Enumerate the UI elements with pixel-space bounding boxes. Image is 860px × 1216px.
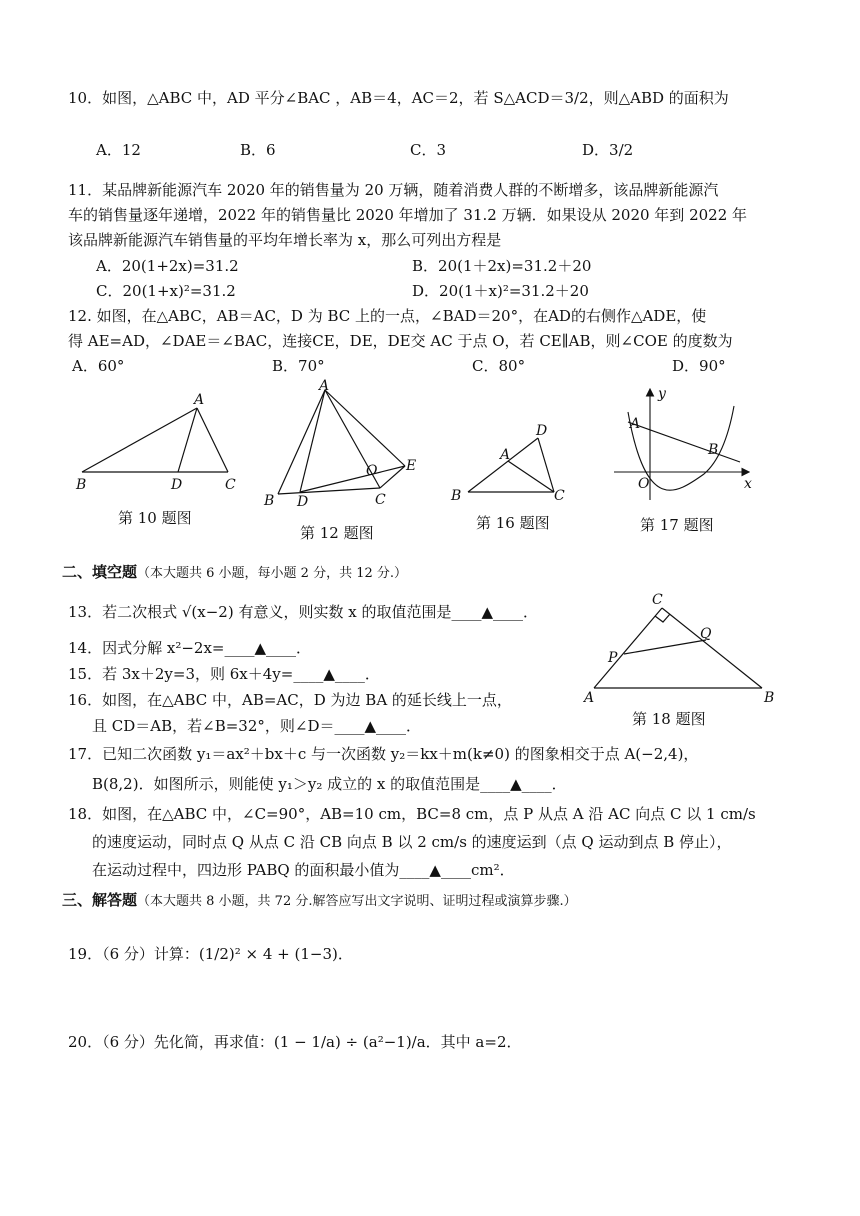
q11-option-d: D．20(1＋x)²=31.2＋20: [412, 282, 589, 300]
q16-line-2: 且 CD＝AB，若∠B=32°，则∠D＝____▲____．: [92, 717, 422, 735]
figure-18: [578, 592, 778, 702]
section3-note: （本大题共 8 小题，共 72 分.解答应写出文字说明、证明过程或演算步骤.）: [137, 894, 577, 909]
fig12-label-a: A: [319, 378, 330, 394]
q14-line: 14．因式分解 x²−2x=____▲____．: [68, 639, 312, 657]
fig17-label-o: O: [638, 476, 650, 492]
q18-line-2: 的速度运动，同时点 Q 从点 C 沿 CB 向点 B 以 2 cm/s 的速度运到（点 Q 运动到点 B 停止），: [92, 833, 732, 851]
fig16-label-a: A: [500, 447, 511, 463]
figure-16: [446, 418, 576, 508]
q16-line-1: 16．如图，在△ABC 中，AB=AC，D 为边 BA 的延长线上一点，: [68, 691, 512, 709]
q20-line: 20．（6 分）先化简，再求值：(1 − 1/a) ÷ (a²−1)/a．其中 a=2．: [68, 1033, 522, 1051]
fig12-label-b: B: [264, 493, 275, 508]
q18-line-3: 在运动过程中，四边形 PABQ 的面积最小值为____▲____cm²．: [92, 861, 515, 879]
section2-title: 二、填空题: [62, 563, 138, 581]
q19-line: 19．（6 分）计算：(1/2)² × 4 + (1−3)．: [68, 945, 353, 963]
figure-17: [610, 384, 760, 504]
fig17-label-a: A: [630, 416, 641, 432]
q10-option-d: D．3/2: [582, 141, 634, 159]
q11-option-c: C．20(1+x)²=31.2: [96, 282, 236, 300]
fig16-label-c: C: [554, 488, 565, 504]
figure-10: [70, 390, 250, 495]
fig18-label-c: C: [652, 592, 663, 608]
q12-line-2: 得 AE=AD，∠DAE＝∠BAC，连接CE，DE，DE交 AC 于点 O，若 CE∥AB，则∠COE 的度数为: [68, 332, 733, 350]
section3-title: 三、解答题: [62, 891, 138, 909]
q15-line: 15．若 3x＋2y=3，则 6x＋4y=____▲____．: [68, 665, 380, 683]
q11-line-3: 该品牌新能源汽车销售量的平均年增长率为 x，那么可列出方程是: [68, 231, 502, 249]
fig10-caption: 第 10 题图: [118, 509, 192, 527]
fig12-label-o: O: [366, 463, 378, 479]
q17-line-2: B(8,2)．如图所示，则能使 y₁＞y₂ 成立的 x 的取值范围是____▲____．: [92, 775, 567, 793]
q17-line-1: 17．已知二次函数 y₁＝ax²＋bx＋c 与一次函数 y₂＝kx＋m(k≠0) 的图象相交于点 A(−2,4)，: [68, 745, 699, 763]
figure-12: [260, 378, 430, 508]
q10-option-c: C．3: [410, 141, 447, 159]
fig17-label-x: x: [744, 476, 752, 492]
fig10-label-c: C: [225, 477, 236, 493]
section2-note: （本大题共 6 小题，每小题 2 分，共 12 分.）: [137, 566, 408, 581]
q11-option-a: A．20(1+2x)=31.2: [96, 257, 239, 275]
q13-line: 13．若二次根式 √(x−2) 有意义，则实数 x 的取值范围是____▲____．: [68, 603, 538, 621]
q10-stem: 10．如图，△ABC 中，AD 平分∠BAC ，AB＝4，AC＝2，若 S△ACD＝3/2，则△ABD 的面积为: [68, 89, 729, 107]
fig18-label-q: Q: [700, 626, 712, 642]
fig16-caption: 第 16 题图: [476, 514, 550, 532]
q11-line-2: 车的销售量逐年递增，2022 年的销售量比 2020 年增加了 31.2 万辆．如果设从 2020 年到 2022 年: [68, 206, 748, 224]
fig17-caption: 第 17 题图: [640, 516, 714, 534]
fig18-label-a: A: [584, 690, 595, 702]
fig18-label-b: B: [764, 690, 775, 702]
fig16-label-b: B: [451, 488, 462, 504]
q12-line-1: 12. 如图，在△ABC，AB＝AC，D 为 BC 上的一点，∠BAD＝20°，在AD的右侧作△ADE，使: [68, 307, 707, 325]
q12-option-d: D．90°: [672, 357, 726, 375]
fig17-label-y: y: [658, 386, 666, 402]
fig18-label-p: P: [608, 650, 618, 666]
fig17-label-b: B: [708, 442, 719, 458]
fig12-label-e: E: [406, 458, 417, 474]
fig12-label-d: D: [297, 494, 309, 508]
q12-option-b: B．70°: [272, 357, 325, 375]
q10-option-b: B．6: [240, 141, 276, 159]
fig12-caption: 第 12 题图: [300, 524, 374, 542]
fig10-label-a: A: [194, 392, 205, 408]
section2-heading: [62, 562, 407, 584]
q10-option-a: A．12: [96, 141, 141, 159]
q12-option-a: A．60°: [72, 357, 125, 375]
q18-line-1: 18．如图，在△ABC 中，∠C=90°，AB=10 cm，BC=8 cm，点 P 从点 A 沿 AC 向点 C 以 1 cm/s: [68, 805, 756, 823]
fig18-caption: 第 18 题图: [632, 710, 706, 728]
fig16-label-d: D: [536, 423, 548, 439]
q11-option-b: B．20(1＋2x)=31.2＋20: [412, 257, 592, 275]
fig12-label-c: C: [375, 492, 386, 508]
q11-line-1: 11．某品牌新能源汽车 2020 年的销售量为 20 万辆，随着消费人群的不断增多，该品牌新能源汽: [68, 181, 719, 199]
fig10-label-d: D: [171, 477, 183, 493]
fig10-label-b: B: [76, 477, 87, 493]
q12-option-c: C．80°: [472, 357, 526, 375]
section3-heading: [62, 890, 577, 912]
